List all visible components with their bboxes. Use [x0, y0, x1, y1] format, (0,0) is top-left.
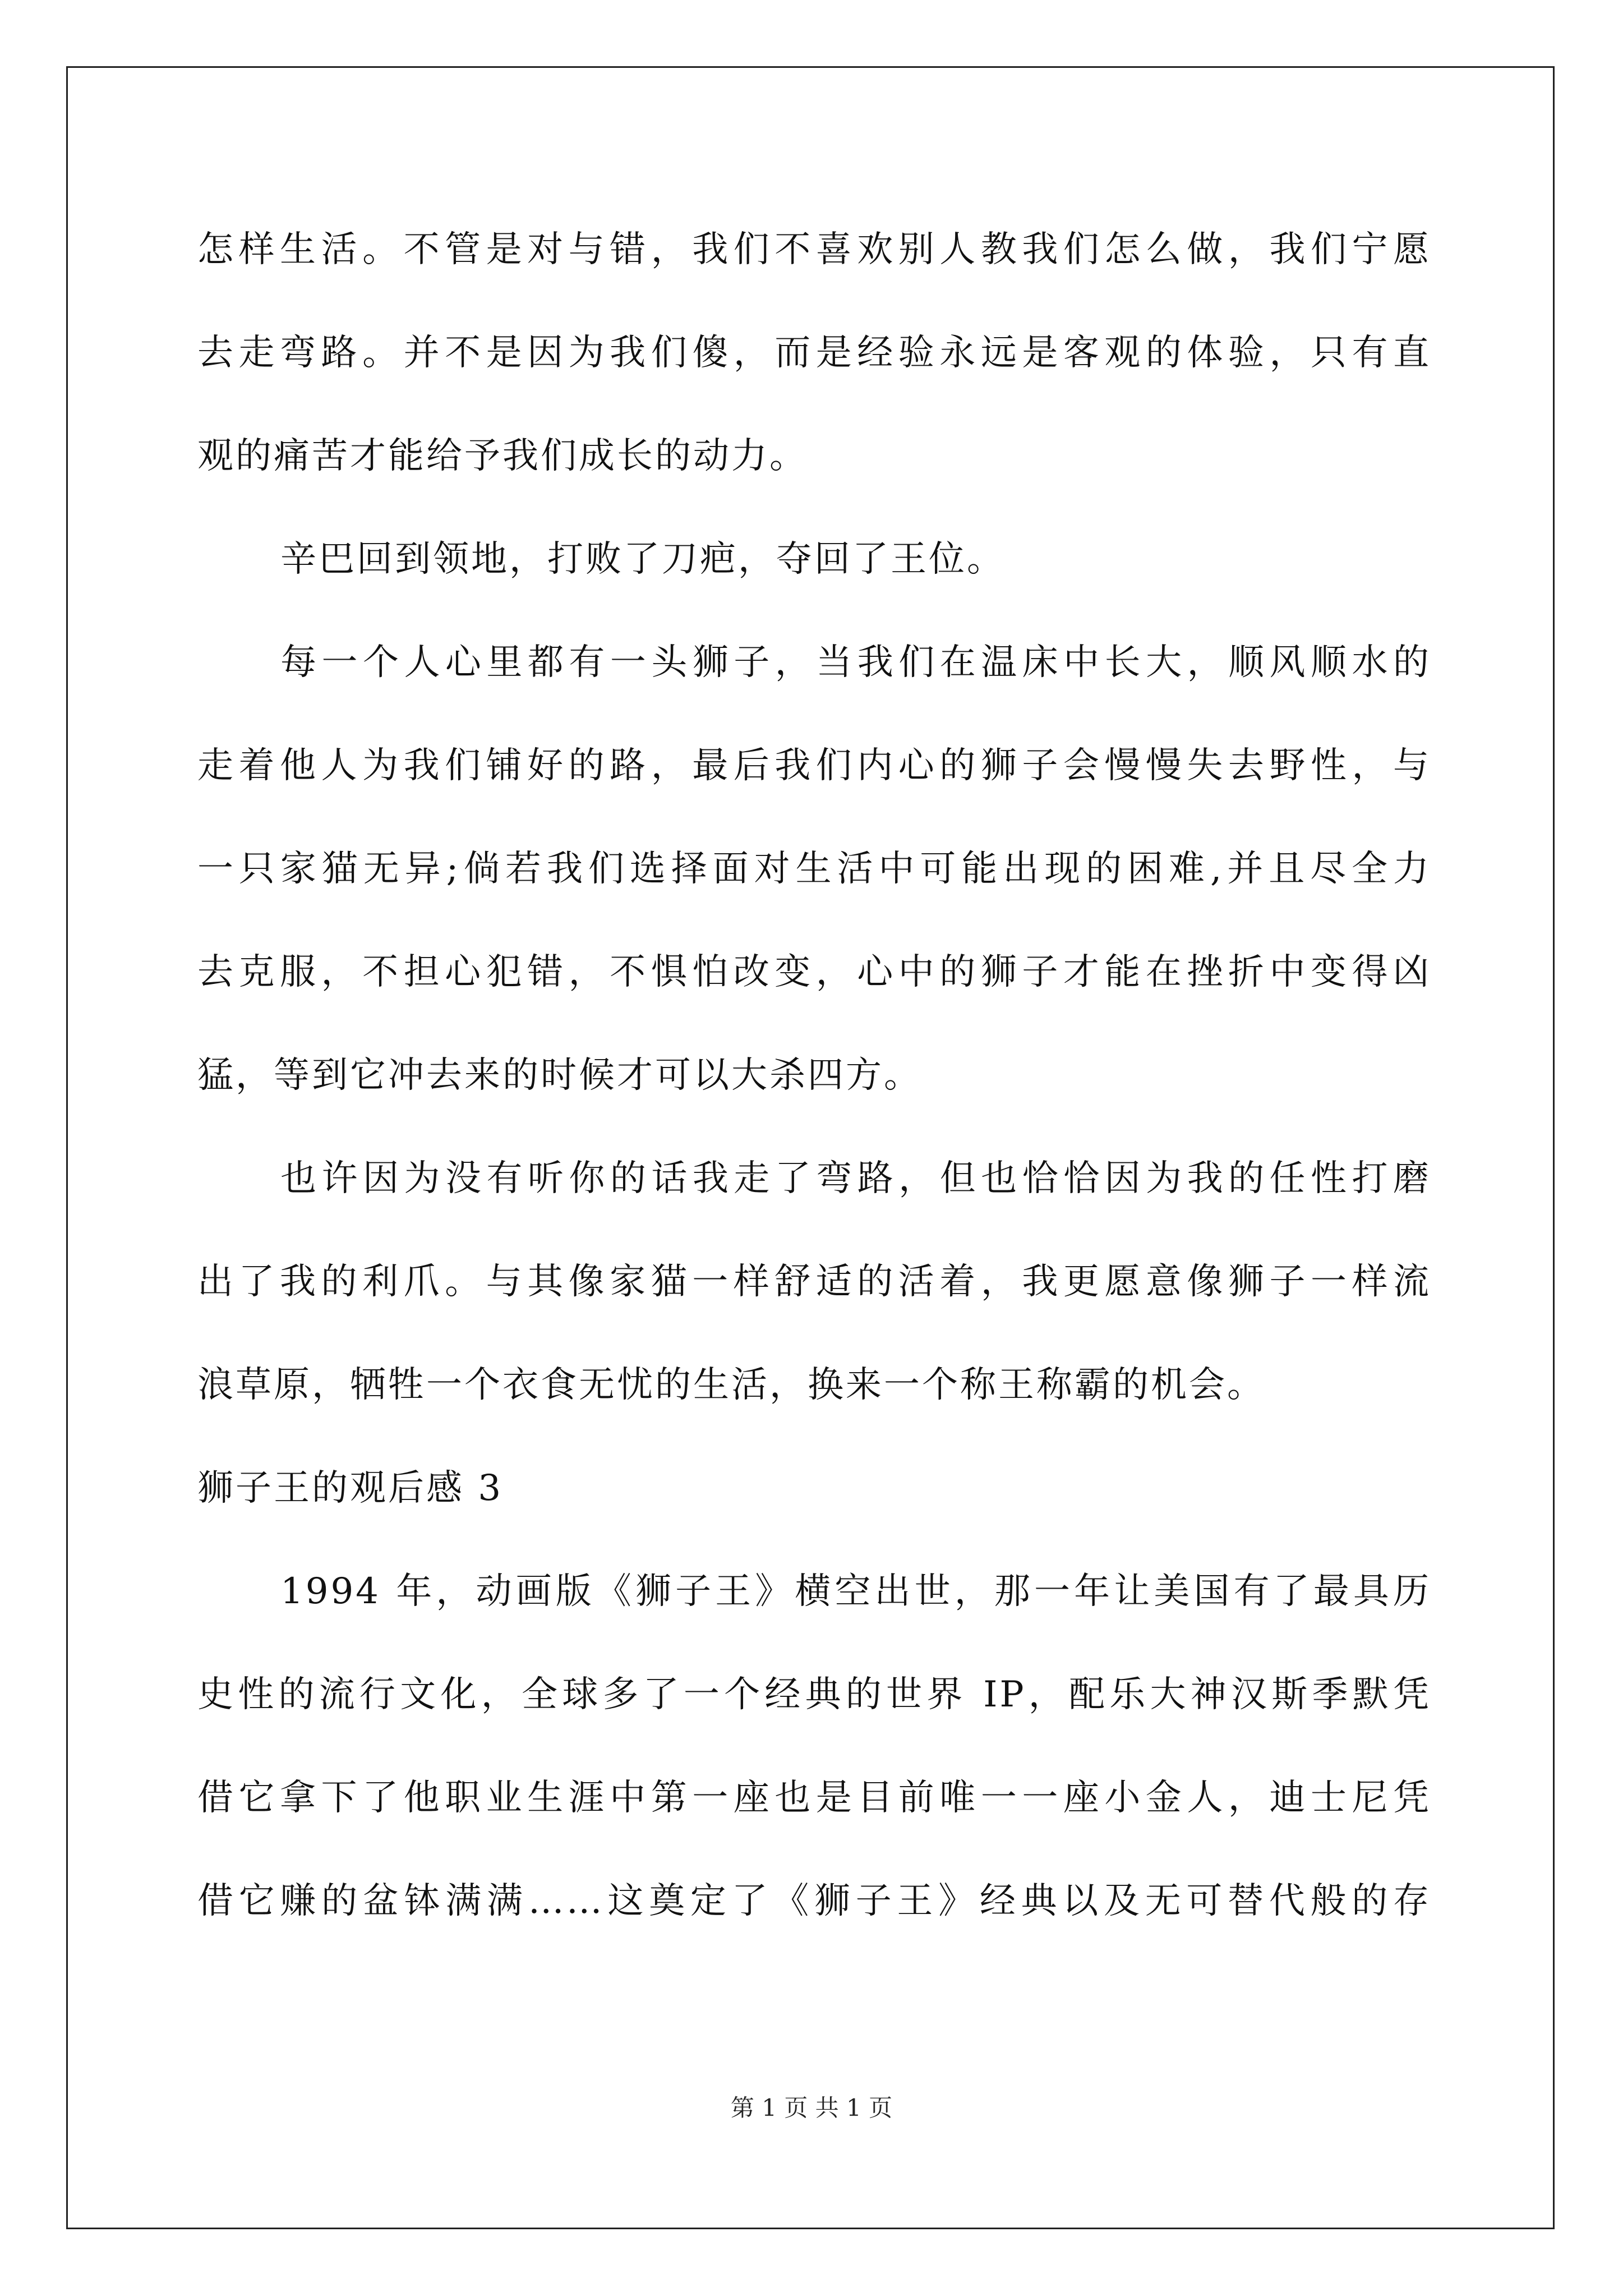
- text-line: 出了我的利爪。与其像家猫一样舒适的活着，我更愿意像狮子一样流: [197, 1261, 1431, 1303]
- page-footer: [0, 2091, 1623, 2125]
- paragraph-first-line: 也许因为没有听你的话我走了弯路，但也恰恰因为我的任性打磨: [280, 1158, 1431, 1199]
- text-line: 观的痛苦才能给予我们成长的动力。: [197, 435, 808, 477]
- text-line: 去克服，不担心犯错，不惧怕改变，心中的狮子才能在挫折中变得凶: [197, 951, 1431, 993]
- paragraph-first-line: 辛巴回到领地，打败了刀疤，夺回了王位。: [280, 539, 1005, 580]
- text-line: 借它拿下了他职业生涯中第一座也是目前唯一一座小金人，迪士尼凭: [197, 1777, 1431, 1819]
- paragraph-first-line: 每一个人心里都有一头狮子，当我们在温床中长大，顺风顺水的: [280, 642, 1431, 683]
- text-line: 浪草原，牺牲一个衣食无忧的生活，换来一个称王称霸的机会。: [197, 1364, 1265, 1406]
- text-line: 一只家猫无异;倘若我们选择面对生活中可能出现的困难,并且尽全力: [197, 848, 1431, 890]
- paragraph-first-line: 1994 年，动画版《狮子王》横空出世，那一年让美国有了最具历: [280, 1571, 1431, 1612]
- section-heading: 狮子王的观后感 3: [197, 1467, 504, 1509]
- text-line: 去走弯路。并不是因为我们傻，而是经验永远是客观的体验，只有直: [197, 332, 1431, 374]
- text-line: 借它赚的盆钵满满……这奠定了《狮子王》经典以及无可替代般的存: [197, 1880, 1431, 1922]
- text-line: 猛，等到它冲去来的时候才可以大杀四方。: [197, 1055, 922, 1096]
- text-line: 走着他人为我们铺好的路，最后我们内心的狮子会慢慢失去野性，与: [197, 745, 1431, 786]
- text-line: 怎样生活。不管是对与错，我们不喜欢别人教我们怎么做，我们宁愿: [197, 229, 1431, 270]
- document-body: [197, 213, 1431, 1968]
- text-line: 史性的流行文化，全球多了一个经典的世界 IP，配乐大神汉斯季默凭: [197, 1674, 1431, 1715]
- page-number: 第 1 页 共 1 页: [730, 2094, 893, 2122]
